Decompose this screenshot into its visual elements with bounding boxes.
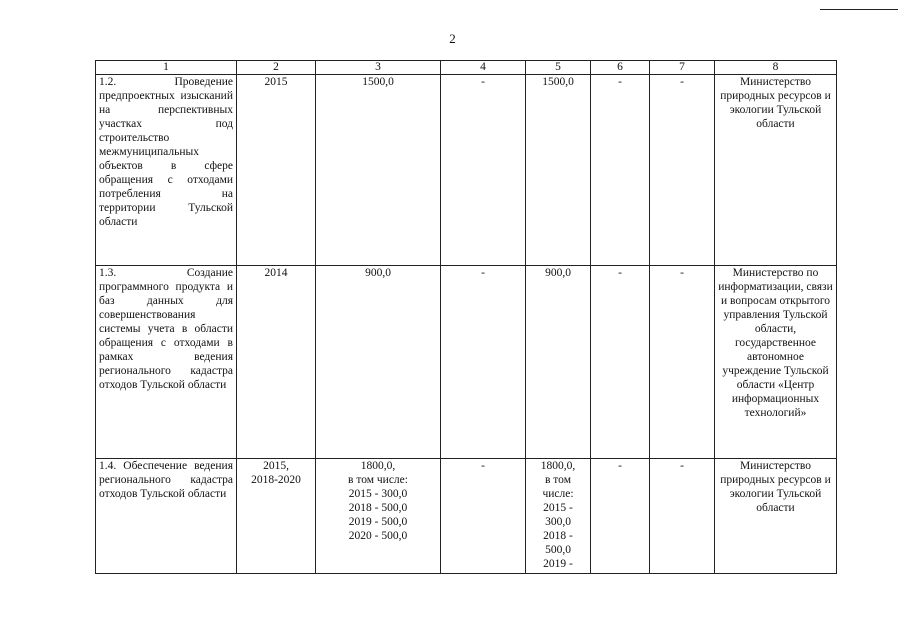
header-col-6: 6 (591, 61, 650, 75)
top-rule (820, 9, 898, 10)
header-row (96, 61, 837, 75)
col4-cell: - (441, 75, 526, 266)
total-cell: 1800,0, в том числе: 2015 - 300,0 2018 - 500,0 2019 - 500,0 2020 - 500,0 (316, 459, 441, 574)
total-cell: 900,0 (316, 266, 441, 459)
total-cell: 1500,0 (316, 75, 441, 266)
page-number: 2 (449, 31, 456, 46)
header-col-3: 3 (316, 61, 441, 75)
col4-cell: - (441, 459, 526, 574)
executor-cell: Министерство природных ресурсов и экологии Тульской области (715, 75, 837, 266)
period-cell: 2014 (237, 266, 316, 459)
table-row (96, 266, 837, 459)
activity-cell: 1.4. Обеспечение ведения регионального кадастра отходов Тульской области (96, 459, 237, 574)
executor-cell: Министерство по информатизации, связи и вопросам открытого управления Тульской области, государственное автономное учреждение Тульской области «Центр информационных технологий» (715, 266, 837, 459)
header-col-4: 4 (441, 61, 526, 75)
header-col-1: 1 (96, 61, 237, 75)
table-row (96, 75, 837, 266)
program-table (95, 60, 837, 574)
col6-cell: - (591, 266, 650, 459)
col4-cell: - (441, 266, 526, 459)
col7-cell: - (650, 266, 715, 459)
header-col-8: 8 (715, 61, 837, 75)
col5-cell: 1500,0 (526, 75, 591, 266)
period-cell: 2015 (237, 75, 316, 266)
period-cell: 2015, 2018-2020 (237, 459, 316, 574)
activity-cell: 1.2. Проведение предпроектных изысканий на перспективных участках под строительство межмуниципальных объектов в сфере обращения с отходами потребления на территории Тульской области (96, 75, 237, 266)
col7-cell: - (650, 75, 715, 266)
header-col-2: 2 (237, 61, 316, 75)
col5-cell: 900,0 (526, 266, 591, 459)
col6-cell: - (591, 75, 650, 266)
header-col-7: 7 (650, 61, 715, 75)
executor-cell: Министерство природных ресурсов и экологии Тульской области (715, 459, 837, 574)
table-row (96, 459, 837, 574)
col6-cell: - (591, 459, 650, 574)
activity-cell: 1.3. Создание программного продукта и баз данных для совершенствования системы учета в области обращения с отходами в рамках ведения регионального кадастра отходов Тульской области (96, 266, 237, 459)
header-col-5: 5 (526, 61, 591, 75)
col5-cell: 1800,0, в том числе: 2015 - 300,0 2018 - 500,0 2019 - (526, 459, 591, 574)
col7-cell: - (650, 459, 715, 574)
